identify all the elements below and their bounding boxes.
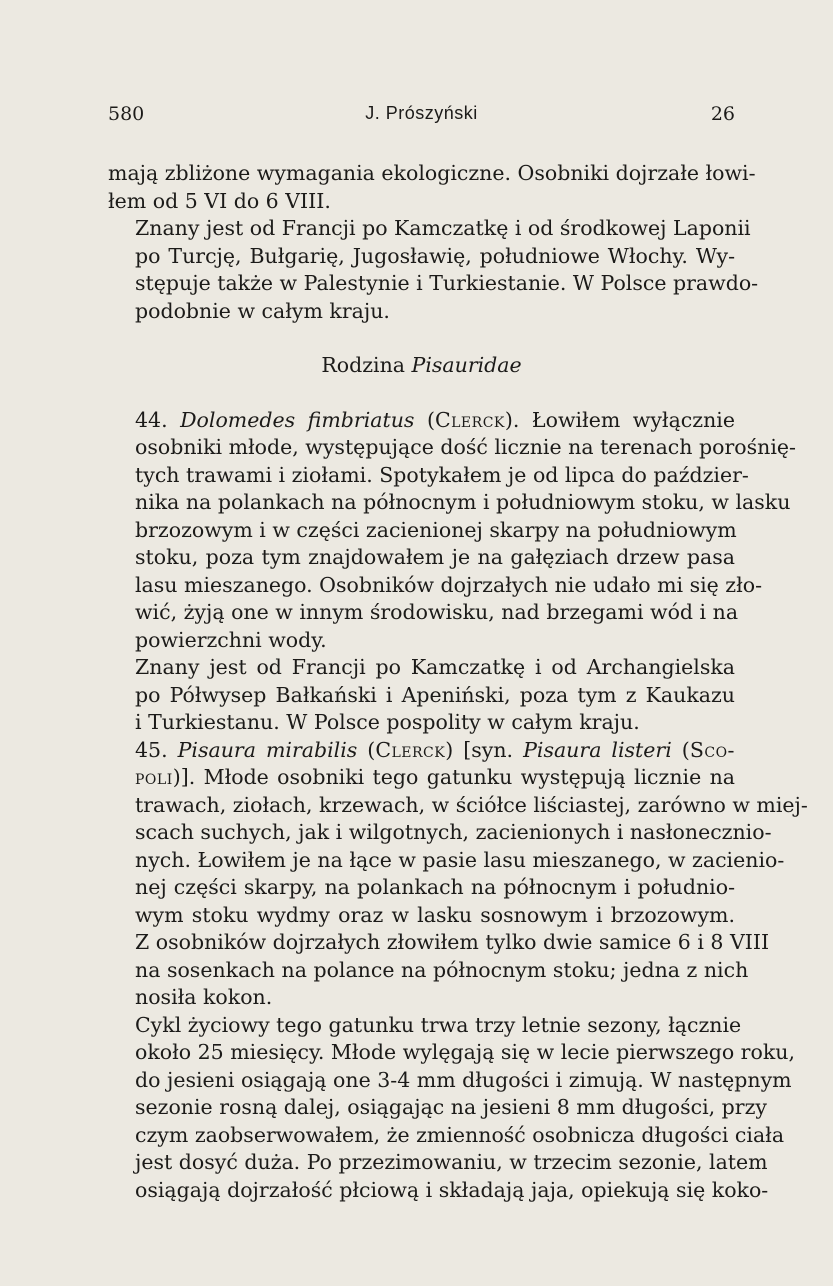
text-line: osobniki młode, występujące dość licznie na terenach porośnię- bbox=[135, 435, 796, 459]
text-line: po Turcję, Bułgarię, Jugosławię, południowe Włochy. Wy- bbox=[135, 243, 735, 268]
text-line: Z osobników dojrzałych złowiłem tylko dwie samice 6 i 8 VIII bbox=[135, 930, 770, 954]
text-line: nej części skarpy, na polankach na północnym i południo- bbox=[135, 875, 735, 899]
text-run: ) [syn. bbox=[445, 737, 514, 762]
text-line: łem od 5 VI do 6 VIII. bbox=[108, 188, 331, 213]
text-line: scach suchych, jak i wilgotnych, zacienionych i nasłonecznio- bbox=[135, 820, 772, 844]
text-line: stępuje także w Palestynie i Turkiestanie. W Polsce prawdo- bbox=[135, 271, 759, 295]
synonym-author: Sco- bbox=[689, 737, 735, 762]
text-line: wić, żyją one w innym środowisku, nad brzegami wód i na bbox=[135, 600, 739, 624]
text-line bbox=[108, 764, 735, 792]
synonym-author-cont: poli bbox=[135, 765, 173, 789]
text-line: nych. Łowiłem je na łące w pasie lasu mieszanego, w zacienio- bbox=[135, 847, 785, 872]
text-line: około 25 miesięcy. Młode wylęgają się w lecie pierwszego roku, bbox=[135, 1040, 795, 1064]
text-line: po Półwysep Bałkański i Apeniński, poza tym z Kaukazu bbox=[135, 682, 735, 707]
text-line: do jesieni osiągają one 3-4 mm długości i zimują. W następnym bbox=[135, 1067, 792, 1092]
text-run: ). Łowiłem wyłącznie bbox=[504, 407, 735, 432]
paragraph-1 bbox=[108, 160, 756, 215]
text-line: jest dosyć duża. Po przezimowaniu, w trzecim sezonie, latem bbox=[135, 1150, 768, 1174]
text-line: nosiła kokon. bbox=[135, 985, 273, 1009]
text-line: na sosenkach na polance na północnym stoku; jedna z nich bbox=[135, 957, 749, 982]
text-line: brzozowym i w części zacienionej skarpy na południowym bbox=[135, 517, 737, 542]
paragraph-distribution-44 bbox=[108, 654, 735, 737]
text-line: i Turkiestanu. W Polsce pospolity w całym kraju. bbox=[135, 710, 640, 734]
paragraph-2 bbox=[108, 215, 759, 325]
species-name: Dolomedes fimbriatus bbox=[180, 407, 415, 432]
text-line: Znany jest od Francji po Kamczatkę i od Archangielska bbox=[135, 655, 735, 679]
text-line bbox=[108, 407, 735, 435]
paragraph-species-44 bbox=[108, 407, 796, 655]
text-line: stoku, poza tym znajdowałem je na gałęziach drzew pasa bbox=[135, 545, 735, 569]
family-heading bbox=[108, 352, 735, 380]
species-name: Pisaura mirabilis bbox=[177, 737, 358, 762]
text-line: wym stoku wydmy oraz w lasku sosnowym i brzozowym. bbox=[135, 902, 735, 927]
page-number-right: 26 bbox=[710, 103, 735, 125]
text-line: lasu mieszanego. Osobników dojrzałych nie udało mi się zło- bbox=[135, 572, 763, 597]
text-line: mają zbliżone wymagania ekologiczne. Osobniki dojrzałe łowi- bbox=[108, 161, 756, 185]
synonym-name: Pisaura listeri bbox=[523, 737, 672, 762]
punct: ( bbox=[426, 407, 435, 432]
species-author: Clerck bbox=[434, 407, 505, 432]
text-line: 45. Pisaura mirabilis (Clerck) [syn. Pisaura listeri (Sco- bbox=[135, 737, 735, 762]
species-number: 44. bbox=[135, 407, 168, 432]
text-line: Cykl życiowy tego gatunku trwa trzy letnie sezony, łącznie bbox=[135, 1012, 742, 1037]
running-head-author: J. Prószyński bbox=[365, 103, 478, 123]
species-author: Clerck bbox=[375, 737, 446, 762]
text-line: podobnie w całym kraju. bbox=[135, 298, 390, 323]
page-number-left: 580 bbox=[108, 103, 145, 125]
paragraph-species-45 bbox=[108, 737, 808, 1012]
text-line: Znany jest od Francji po Kamczatkę i od środkowej Laponii bbox=[135, 216, 751, 240]
text-line: trawach, ziołach, krzewach, w ściółce liściastej, zarówno w miej- bbox=[135, 792, 808, 817]
text-line: tych trawami i ziołami. Spotykałem je od lipca do paździer- bbox=[135, 462, 749, 487]
family-label: Rodzina bbox=[321, 353, 405, 377]
text-line: powierzchni wody. bbox=[135, 627, 327, 652]
family-name: Pisauridae bbox=[411, 353, 522, 377]
text-line: czym zaobserwowałem, że zmienność osobnicza długości ciała bbox=[135, 1122, 785, 1147]
body-text bbox=[108, 160, 808, 1204]
running-header bbox=[108, 103, 735, 133]
paragraph-life-cycle bbox=[108, 1012, 795, 1205]
species-number: 45. bbox=[135, 737, 168, 762]
text-run: )]. Młode osobniki tego gatunku występują licznie na bbox=[172, 765, 735, 789]
text-line: osiągają dojrzałość płciową i składają jaja, opiekują się koko- bbox=[135, 1177, 769, 1202]
text-line: nika na polankach na północnym i południowym stoku, w lasku bbox=[135, 490, 791, 514]
text-line: sezonie rosną dalej, osiągając na jesieni 8 mm długości, przy bbox=[135, 1095, 767, 1119]
